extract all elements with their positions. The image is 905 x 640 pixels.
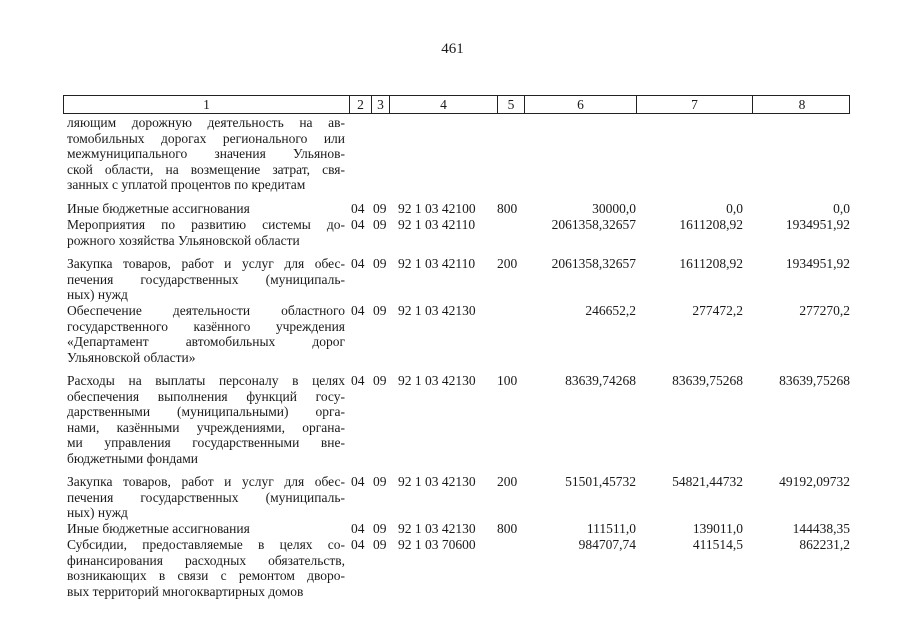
description-line: нами, казёнными учреждениями, органа-	[67, 419, 345, 435]
description-line: бюджетными фондами	[67, 450, 198, 466]
description-line: обеспечения выполнения функций госу-	[67, 388, 345, 404]
page-number: 461	[441, 41, 464, 57]
value-col-8: 277270,2	[799, 303, 850, 318]
description-line: Мероприятия по развитию системы до-	[67, 217, 345, 232]
value-col-6: 2061358,32657	[551, 256, 636, 271]
table-header	[63, 95, 850, 114]
expense-type-code: 200	[497, 256, 518, 271]
value-col-8: 83639,75268	[779, 373, 850, 388]
section-code: 04	[351, 303, 365, 318]
value-col-7: 0,0	[726, 201, 743, 216]
target-article-code: 92 1 03 42110	[398, 256, 476, 271]
value-col-6: 2061358,32657	[551, 217, 636, 232]
subsection-code: 09	[373, 217, 387, 232]
description-line: Расходы на выплаты персоналу в целях	[67, 373, 345, 388]
value-col-7: 1611208,92	[679, 217, 743, 232]
expense-type-code: 200	[497, 474, 518, 489]
row-description	[67, 373, 345, 467]
description-line: вых территорий многоквартирных домов	[67, 583, 304, 599]
subsection-code: 09	[373, 201, 387, 216]
description-line: межмуниципального значения Ульянов-	[67, 146, 345, 162]
subsection-code: 09	[373, 373, 387, 388]
section-code: 04	[351, 537, 365, 552]
description-line: печения государственных (муниципаль-	[67, 489, 345, 505]
subsection-code: 09	[373, 537, 387, 552]
header-col-8: 8	[752, 96, 851, 113]
section-code: 04	[351, 217, 365, 232]
header-col-7: 7	[636, 96, 752, 113]
description-line: Ульяновской области»	[67, 349, 196, 365]
description-line: ми управления государственными вне-	[67, 435, 345, 451]
value-col-7: 411514,5	[692, 537, 743, 552]
description-line: рожного хозяйства Ульяновской области	[67, 232, 300, 248]
value-col-8: 1934951,92	[785, 256, 850, 271]
row-description	[67, 537, 345, 599]
value-col-6: 246652,2	[585, 303, 636, 318]
value-col-7: 83639,75268	[672, 373, 743, 388]
description-line: возникающих в связи с ремонтом дворо-	[67, 568, 345, 584]
expense-type-code: 100	[497, 373, 518, 388]
description-line: печения государственных (муниципаль-	[67, 271, 345, 287]
value-col-6: 83639,74268	[565, 373, 636, 388]
value-col-7: 139011,0	[692, 521, 743, 536]
subsection-code: 09	[373, 256, 387, 271]
header-col-6: 6	[524, 96, 636, 113]
row-description	[67, 521, 345, 537]
description-line: томобильных дорогах регионального или	[67, 130, 345, 146]
value-col-8: 862231,2	[799, 537, 850, 552]
value-col-7: 277472,2	[692, 303, 743, 318]
description-line: Субсидии, предоставляемые в целях со-	[67, 537, 345, 552]
value-col-8: 1934951,92	[785, 217, 850, 232]
target-article-code: 92 1 03 42100	[398, 201, 476, 216]
section-code: 04	[351, 521, 365, 536]
section-code: 04	[351, 373, 365, 388]
value-col-8: 0,0	[833, 201, 850, 216]
description-line: Иные бюджетные ассигнования	[67, 521, 250, 536]
target-article-code: 92 1 03 42130	[398, 521, 476, 536]
value-col-6: 111511,0	[586, 521, 636, 536]
row-description	[67, 303, 345, 365]
description-line: ляющим дорожную деятельность на ав-	[67, 115, 345, 130]
description-line: Иные бюджетные ассигнования	[67, 201, 250, 216]
description-line: «Департамент автомобильных дорог	[67, 334, 345, 350]
description-line: Закупка товаров, работ и услуг для обес-	[67, 256, 345, 271]
description-line: Закупка товаров, работ и услуг для обес-	[67, 474, 345, 489]
target-article-code: 92 1 03 42110	[398, 217, 476, 232]
value-col-7: 1611208,92	[679, 256, 743, 271]
row-description	[67, 115, 345, 193]
expense-type-code: 800	[497, 521, 518, 536]
header-col-5: 5	[497, 96, 524, 113]
row-description	[67, 474, 345, 521]
value-col-6: 51501,45732	[565, 474, 636, 489]
header-col-3: 3	[371, 96, 389, 113]
value-col-6: 984707,74	[578, 537, 636, 552]
value-col-6: 30000,0	[592, 201, 636, 216]
header-col-2: 2	[349, 96, 371, 113]
header-col-4: 4	[389, 96, 497, 113]
description-line: ных) нужд	[67, 505, 128, 521]
description-line: финансирования расходных обязательств,	[67, 552, 345, 568]
section-code: 04	[351, 201, 365, 216]
description-line: дарственными (муниципальными) орга-	[67, 404, 345, 420]
value-col-7: 54821,44732	[672, 474, 743, 489]
row-description	[67, 217, 345, 248]
section-code: 04	[351, 474, 365, 489]
target-article-code: 92 1 03 70600	[398, 537, 476, 552]
value-col-8: 144438,35	[792, 521, 850, 536]
row-description	[67, 256, 345, 303]
row-description	[67, 201, 345, 217]
expense-type-code: 800	[497, 201, 518, 216]
description-line: занных с уплатой процентов по кредитам	[67, 177, 306, 193]
target-article-code: 92 1 03 42130	[398, 303, 476, 318]
subsection-code: 09	[373, 303, 387, 318]
description-line: государственного казённого учреждения	[67, 318, 345, 334]
subsection-code: 09	[373, 521, 387, 536]
subsection-code: 09	[373, 474, 387, 489]
description-line: ных) нужд	[67, 287, 128, 303]
target-article-code: 92 1 03 42130	[398, 474, 476, 489]
header-col-1: 1	[203, 97, 210, 112]
section-code: 04	[351, 256, 365, 271]
description-line: ской области, на возмещение затрат, свя-	[67, 161, 345, 177]
description-line: Обеспечение деятельности областного	[67, 303, 345, 318]
value-col-8: 49192,09732	[779, 474, 850, 489]
target-article-code: 92 1 03 42130	[398, 373, 476, 388]
